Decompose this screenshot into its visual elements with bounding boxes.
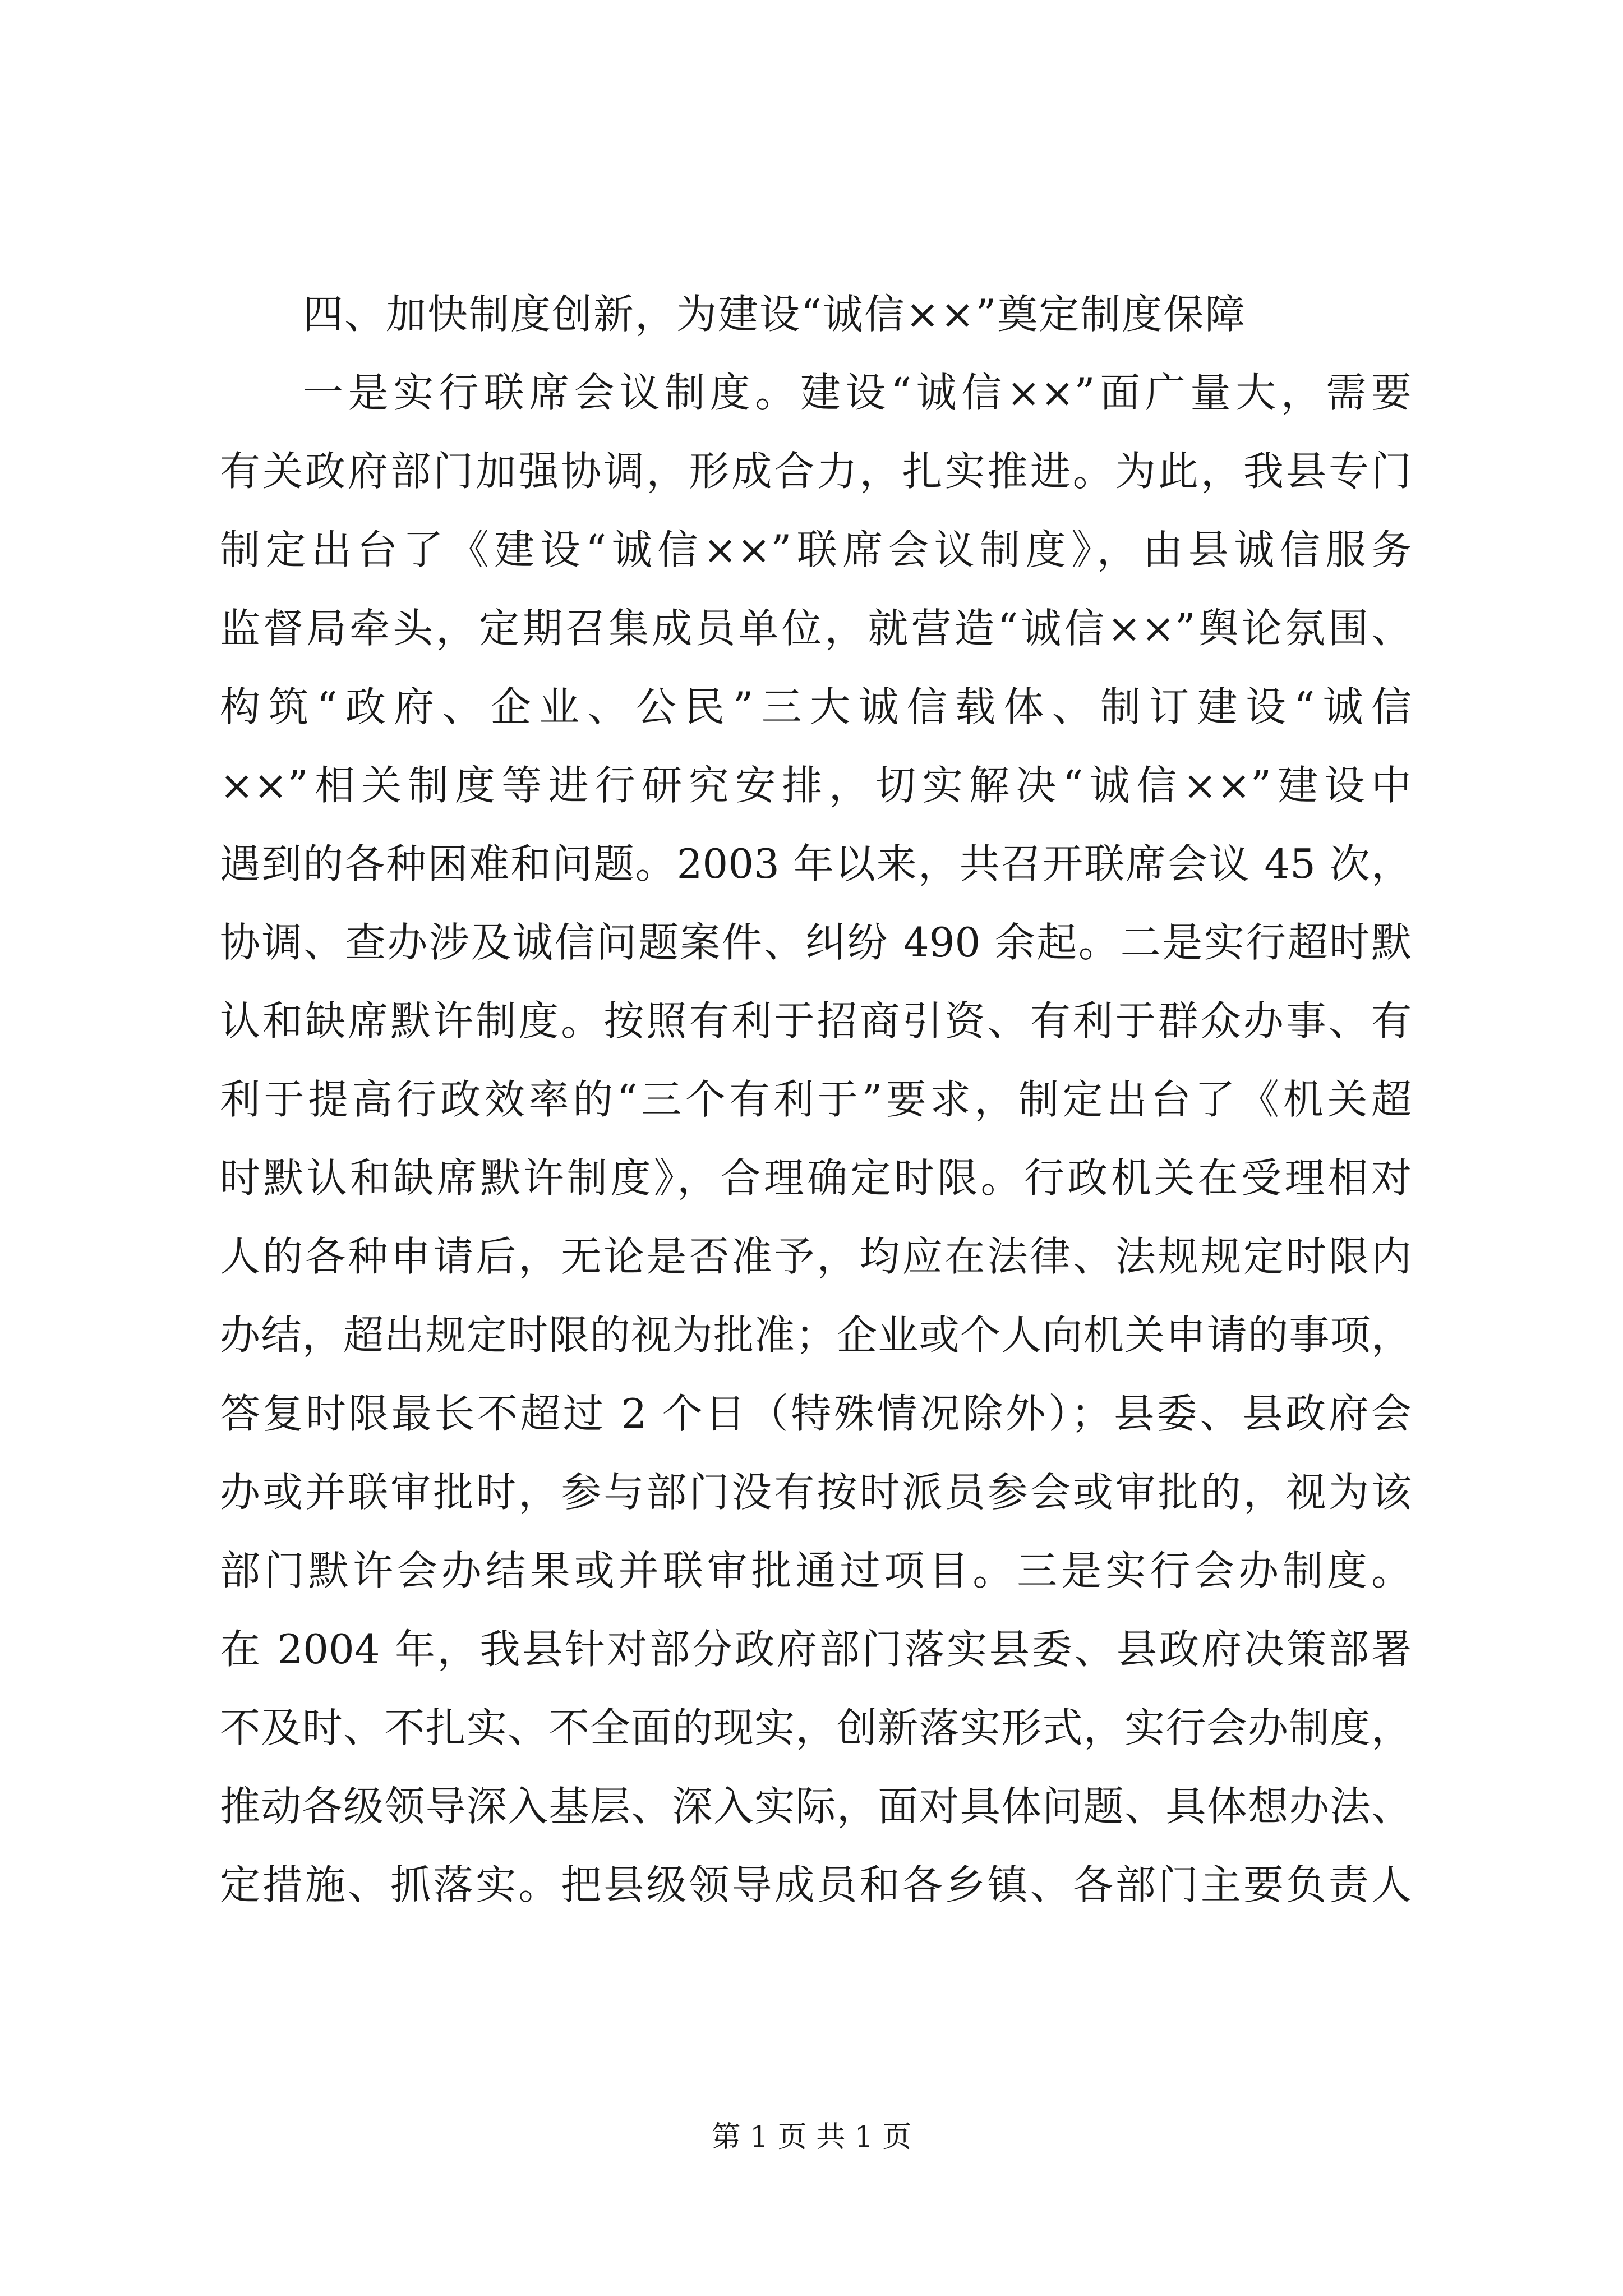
section-heading: 四、加快制度创新，为建设“诚信××”奠定制度保障 [303,291,1247,338]
paragraph-line: 答复时限最长不超过 2 个日（特殊情况除外）；县委、县政府会 [220,1390,1412,1437]
paragraph-line: 认和缺席默许制度。按照有利于招商引资、有利于群众办事、有 [220,997,1412,1045]
paragraph-line: 构筑“政府、企业、公民”三大诚信载体、制订建设“诚信 [220,683,1412,730]
document-body [220,275,1412,1924]
paragraph-line: 推动各级领导深入基层、深入实际，面对具体问题、具体想办法、 [220,1783,1412,1830]
paragraph-line: 在 2004 年，我县针对部分政府部门落实县委、县政府决策部署 [220,1626,1412,1673]
paragraph-line: 监督局牵头，定期召集成员单位，就营造“诚信××”舆论氛围、 [220,605,1412,652]
paragraph-line: 部门默许会办结果或并联审批通过项目。三是实行会办制度。 [220,1547,1412,1594]
page-footer: 第 1 页 共 1 页 [711,2120,912,2154]
paragraph-line: 一是实行联席会议制度。建设“诚信××”面广量大，需要 [303,369,1412,416]
paragraph-line: 利于提高行政效率的“三个有利于”要求，制定出台了《机关超 [220,1076,1412,1123]
paragraph-line: 办结，超出规定时限的视为批准；企业或个人向机关申请的事项， [220,1312,1412,1359]
paragraph-line: 人的各种申请后，无论是否准予，均应在法律、法规规定时限内 [220,1233,1412,1280]
paragraph-line: 有关政府部门加强协调，形成合力，扎实推进。为此，我县专门 [220,448,1412,495]
paragraph-line: 协调、查办涉及诚信问题案件、纠纷 490 余起。二是实行超时默 [220,919,1412,966]
paragraph-line: 时默认和缺席默许制度》，合理确定时限。行政机关在受理相对 [220,1154,1412,1202]
paragraph-line: 定措施、抓落实。把县级领导成员和各乡镇、各部门主要负责人 [220,1861,1412,1908]
paragraph-line: 办或并联审批时，参与部门没有按时派员参会或审批的，视为该 [220,1469,1412,1516]
paragraph-line: 不及时、不扎实、不全面的现实，创新落实形式，实行会办制度， [220,1704,1412,1751]
paragraph-line: ××”相关制度等进行研究安排，切实解决“诚信××”建设中 [220,762,1412,809]
paragraph-line: 遇到的各种困难和问题。2003 年以来，共召开联席会议 45 次， [220,840,1412,887]
paragraph-line: 制定出台了《建设“诚信××”联席会议制度》，由县诚信服务 [220,526,1412,573]
